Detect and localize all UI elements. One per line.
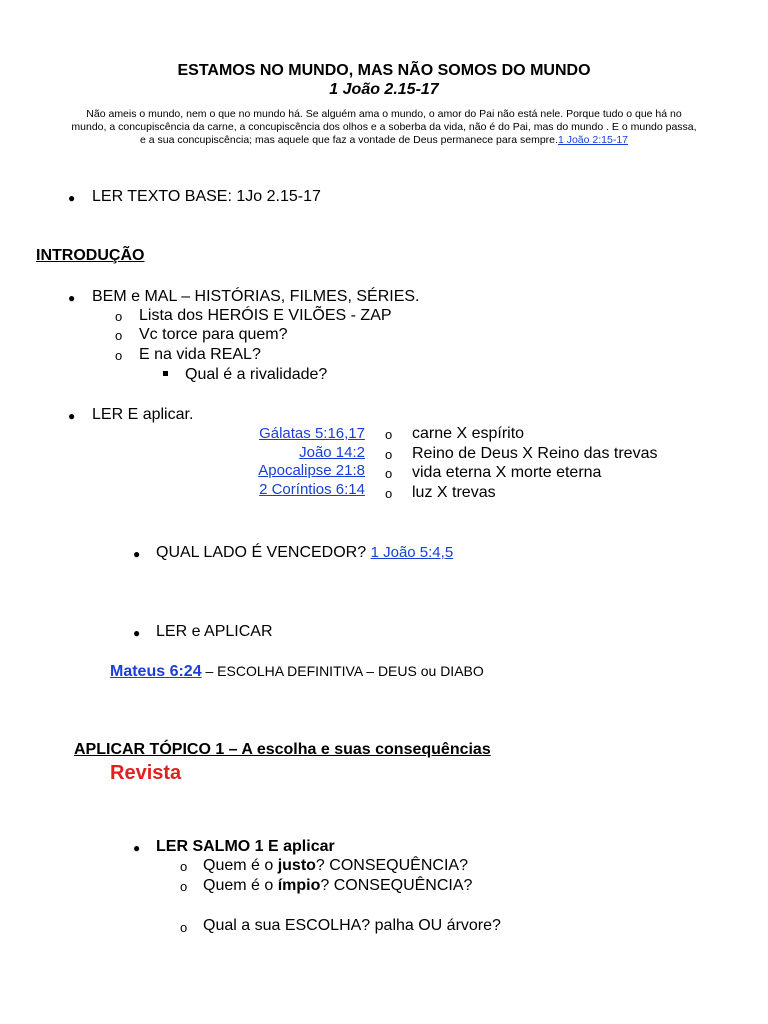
circle-bullet-icon: o	[385, 466, 393, 481]
bullet-icon: ●	[68, 191, 76, 205]
contrast-item-4: luz X trevas	[412, 484, 496, 501]
ler-aplicar-label: LER E aplicar.	[92, 406, 194, 423]
bullet-icon: ●	[133, 626, 141, 640]
salmo-q1-bold: justo	[277, 857, 316, 874]
ler-aplicar-2: LER e APLICAR	[156, 623, 273, 640]
circle-bullet-icon: o	[115, 348, 123, 363]
contrast-item-1: carne X espírito	[412, 425, 525, 442]
circle-bullet-icon: o	[115, 309, 123, 324]
salmo-q1	[203, 857, 468, 875]
contrast-item-2: Reino de Deus X Reino das trevas	[412, 445, 658, 462]
circle-bullet-icon: o	[385, 486, 393, 501]
bullet-icon: ●	[68, 291, 76, 305]
intro-heading: INTRODUÇÃO	[36, 247, 145, 264]
document-subtitle: 1 João 2.15-17	[329, 81, 439, 98]
ref-link-corintios[interactable]: 2 Coríntios 6:14	[259, 480, 365, 498]
salmo-q1-post: ? CONSEQUÊNCIA?	[315, 857, 468, 874]
verse-text: e a sua concupiscência; mas aquele que faz a vontade de Deus permanece para sempre.	[140, 134, 558, 146]
vencedor-ref-link[interactable]: 1 João 5:4,5	[370, 544, 454, 561]
document-title: ESTAMOS NO MUNDO, MAS NÃO SOMOS DO MUNDO	[177, 62, 591, 79]
topico-heading: APLICAR TÓPICO 1 – A escolha e suas consequências	[74, 741, 491, 758]
mateus-text: – ESCOLHA DEFINITIVA – DEUS ou DIABO	[201, 663, 484, 679]
circle-bullet-icon: o	[115, 328, 123, 343]
intro-sub-2: Vc torce para quem?	[139, 326, 288, 343]
circle-bullet-icon: o	[180, 920, 188, 935]
salmo-q1-pre: Quem é o	[203, 857, 278, 874]
ref-link-apocalipse[interactable]: Apocalipse 21:8	[258, 462, 365, 479]
bem-mal-item: BEM e MAL – HISTÓRIAS, FILMES, SÉRIES.	[92, 288, 420, 305]
ler-texto-base: LER TEXTO BASE: 1Jo 2.15-17	[92, 188, 321, 205]
verse-ref-link[interactable]: 1 João 2:15-17	[557, 134, 628, 146]
vencedor-label: QUAL LADO É VENCEDOR?	[156, 544, 367, 561]
salmo-q3: Qual a sua ESCOLHA? palha OU árvore?	[203, 917, 501, 934]
contrast-item-3: vida eterna X morte eterna	[412, 464, 602, 481]
vencedor-line	[156, 544, 453, 562]
bullet-icon: ●	[68, 409, 76, 423]
mateus-line	[110, 663, 484, 681]
ref-link-galatas[interactable]: Gálatas 5:16,17	[259, 425, 365, 442]
verse-line-3	[0, 134, 768, 147]
salmo-q2-bold: ímpio	[277, 877, 321, 894]
salmo-q2-post: ? CONSEQUÊNCIA?	[320, 877, 473, 894]
ref-link-joao[interactable]: João 14:2	[299, 443, 365, 461]
bullet-icon: ●	[133, 547, 141, 561]
verse-line-2: mundo, a concupiscência da carne, a concupiscência dos olhos e a soberba da vida, não é do Pai, mas do mundo . E o mundo passa,	[71, 121, 697, 133]
verse-line-1: Não ameis o mundo, nem o que no mundo há. Se alguém ama o mundo, o amor do Pai não está nele. Porque tudo o que há no	[86, 108, 682, 120]
circle-bullet-icon: o	[385, 447, 393, 462]
intro-sub-3: E na vida REAL?	[139, 346, 261, 363]
salmo-label: LER SALMO 1 E aplicar	[156, 838, 335, 855]
intro-subsub-1: Qual é a rivalidade?	[185, 366, 328, 383]
square-bullet-icon	[163, 371, 168, 376]
revista-label: Revista	[110, 762, 182, 784]
circle-bullet-icon: o	[180, 879, 188, 894]
mateus-ref-link[interactable]: Mateus 6:24	[110, 663, 202, 680]
salmo-q2-pre: Quem é o	[203, 877, 278, 894]
intro-sub-1: Lista dos HERÓIS E VILÕES - ZAP	[139, 307, 392, 324]
salmo-q2	[203, 877, 472, 895]
ler-aplicar-refs	[200, 425, 365, 499]
circle-bullet-icon: o	[180, 859, 188, 874]
bullet-icon: ●	[133, 841, 141, 855]
circle-bullet-icon: o	[385, 427, 393, 442]
